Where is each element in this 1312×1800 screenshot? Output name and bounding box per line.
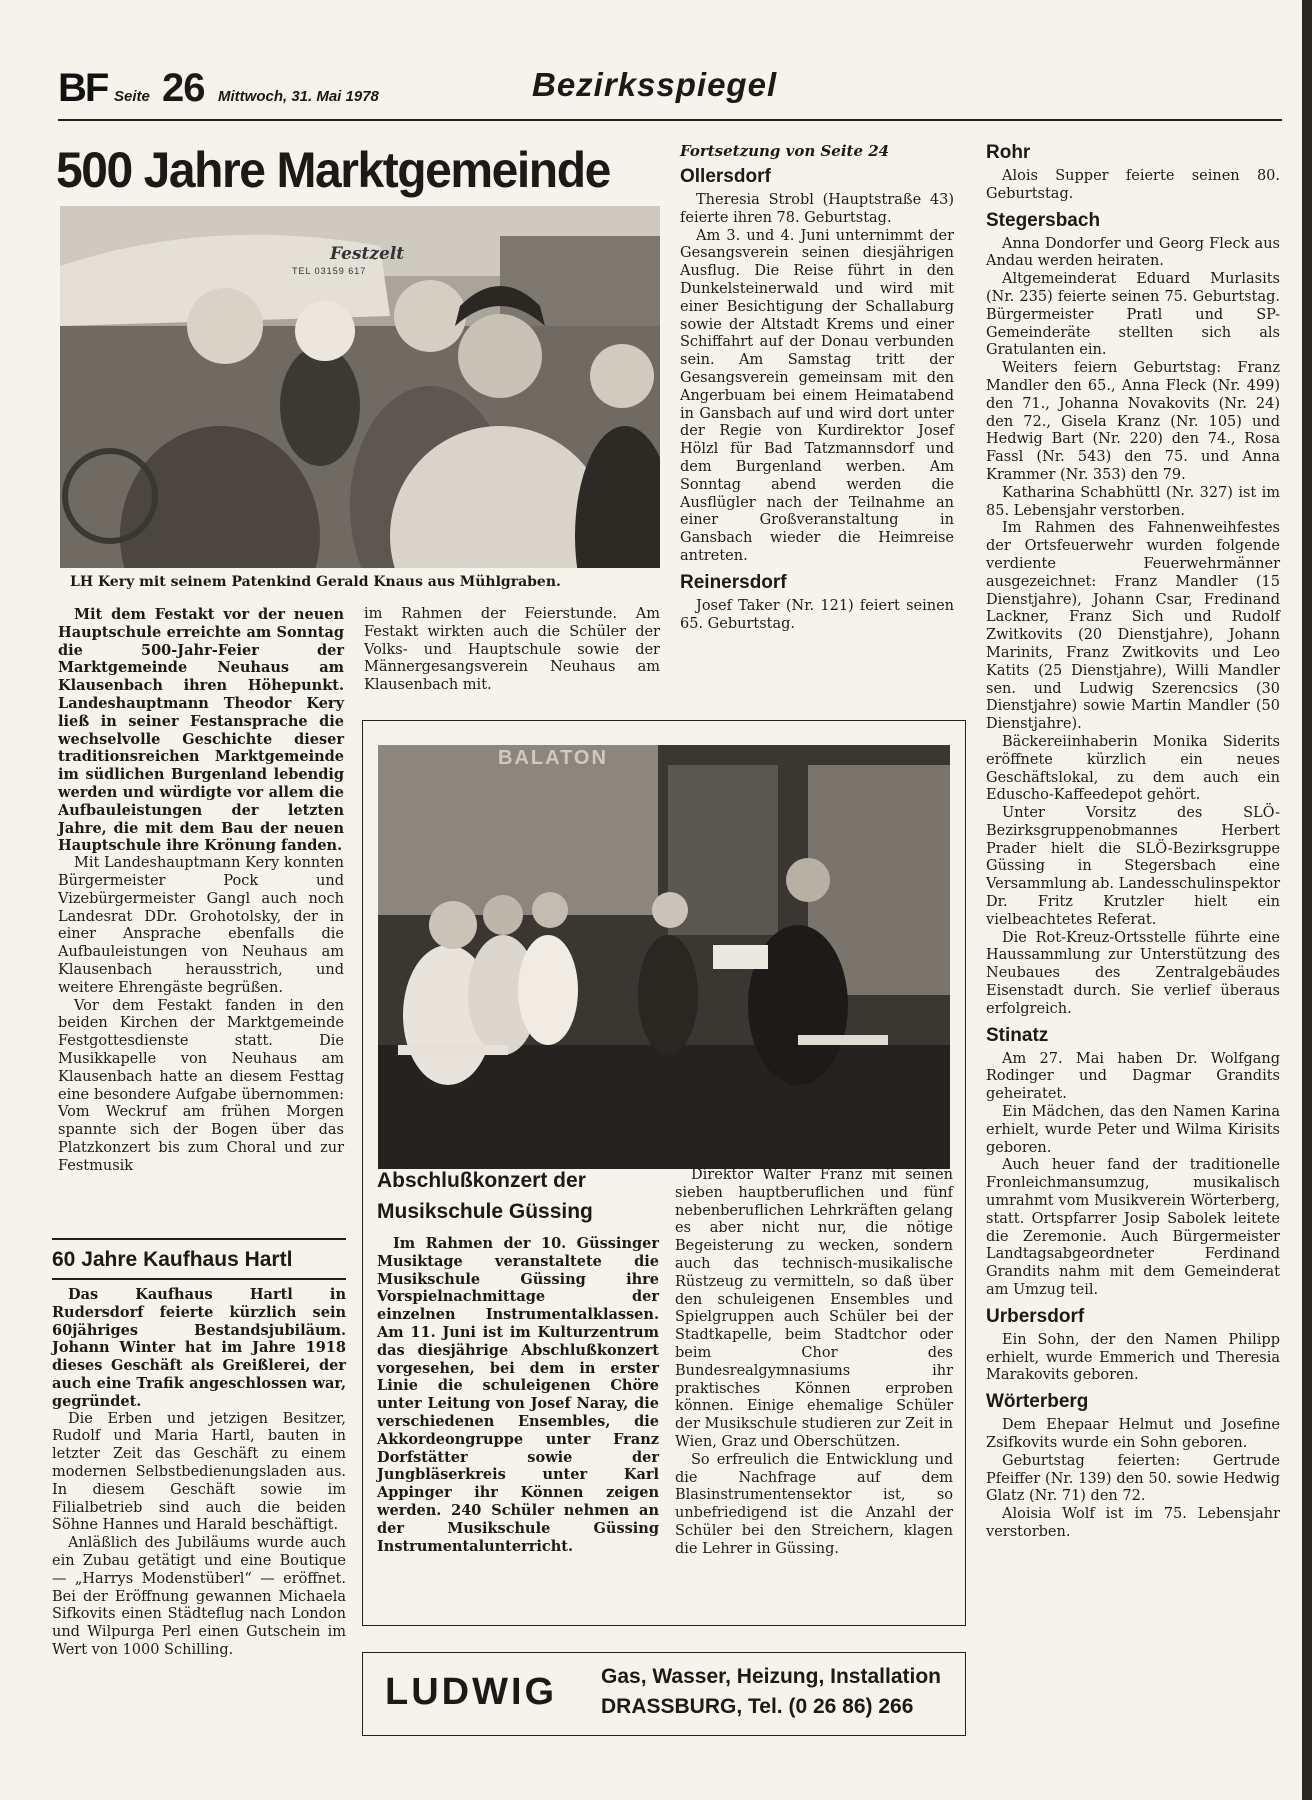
stegersbach-paragraph-5: Im Rahmen des Fahnenweihfestes der Ortsfeuerwehr wurden folgende verdiente Feuerwehrmänner ausgezeichnet: Franz Mandler (15 Dienstjahre), Johann Csar, Fredinand Lackner, Franz Sich und Rudolf Zwitkovits (20 Dienstjahre), Johann Marinits, Franz Zwitkovits und Leo Katits (25 Dienstjahre), Willi Mandler sen. und Ludwig Szerencsics (30 Dienstjahre) sowie Martin Mandler (50 Dienstjahre).: [986, 520, 1280, 733]
ad-line-1: Gas, Wasser, Heizung, Installation: [601, 1665, 941, 1688]
section-heading-ollersdorf: Ollersdorf: [680, 166, 771, 187]
woerterberg-paragraph-1: Dem Ehepaar Helmut und Josefine Zsifkovits wurde ein Sohn geboren.: [986, 1417, 1280, 1451]
woerterberg-paragraph-2: Geburtstag feierten: Gertrude Pfeiffer (Nr. 139) den 50. sowie Hedwig Glatz (Nr. 71) den 72.: [986, 1452, 1280, 1505]
music-school-photo: [378, 745, 950, 1169]
stegersbach-paragraph-2: Altgemeinderat Eduard Murlasits (Nr. 235) feierte seinen 75. Geburtstag. Bürgermeister Pratl und SP-Gemeinderäte stellten sich als Gratulanten ein.: [986, 271, 1280, 359]
lead-paragraph-2: Mit Landeshauptmann Kery konnten Bürgermeister Pock und Vizebürgermeister Gangl auch noch Landesrat DDr. Grohotolsky, der in einer Ansprache ebenfalls die Aufbauleistungen von Neuhaus am Klausenbach herausstrich, und weitere Ehrengäste begrüßen.: [58, 855, 344, 996]
kaufhaus-paragraph-2: Die Erben und jetzigen Besitzer, Rudolf und Maria Hartl, bauten in letzter Zeit das Geschäft zu einem modernen Selbstbedienungsladen aus. In diesem Geschäft sowie im Filialbetrieb sind auch die beiden Söhne Hannes und Harald beschäftigt.: [52, 1410, 346, 1534]
music-paragraph-3: So erfreulich die Entwicklung und die Nachfrage auf dem Blasinstrumentensektor ist, so unbefriedigend ist die Anzahl der Schüler bei den Streichern, klagen die Lehrer in Güssing.: [675, 1451, 953, 1557]
music-headline-line1: Abschlußkonzert der: [377, 1169, 586, 1192]
section-title: Bezirksspiegel: [532, 66, 778, 103]
stinatz-paragraph-2: Ein Mädchen, das den Namen Karina erhielt, wurde Peter und Wilma Kirisits geboren.: [986, 1104, 1280, 1156]
lead-article-col2: [364, 606, 660, 695]
ad-brand: LUDWIG: [385, 1671, 558, 1713]
music-lead: Im Rahmen der 10. Güssinger Musiktage veranstaltete die Musikschule Güssing ihre Vorspielnachmittage der einzelnen Instrumentalklassen. Am 11. Juni ist im Kulturzentrum das diesjährige Abschlußkonzert vorgesehen, bei dem in erster Linie die schuleigenen Chöre unter Leitung von Josef Naray, die verschiedenen Ensembles, die Akkordeongruppe unter Franz Dorfstätter sowie der Jungbläserkreis unter Karl Appinger ihr Können zeigen werden. 240 Schüler nehmen an der Musikschule Güssing Instrumentalunterricht.: [377, 1235, 659, 1555]
ollersdorf-paragraph-2: Am 3. und 4. Juni unternimmt der Gesangsverein seinen diesjährigen Ausflug. Die Reise führt in den Dunkelsteinerwald und wird mit einer Besichtigung der Schallaburg sowie der Altstadt Krems und einer Schiffahrt auf der Donau verbunden sein. Am Samstag tritt der Gesangsverein gemeinsam mit den Angerbuam bei einem Heimatabend in Gansbach auf und wird dort unter der Regie von Kurdirektor Josef Hölzl für Bad Tatzmannsdorf und dem Burgenland werben. Am Sonntag abend werden die Ausflügler nach der Teilnahme an einer Großveranstaltung in Gansbach wieder die Heimreise antreten.: [680, 227, 954, 564]
ollersdorf-paragraph-1: Theresia Strobl (Hauptstraße 43) feierte ihren 78. Geburtstag.: [680, 192, 954, 226]
kaufhaus-headline: 60 Jahre Kaufhaus Hartl: [52, 1248, 293, 1271]
students-playing-instruments-illustration: [378, 745, 950, 1169]
ad-line-2: DRASSBURG, Tel. (0 26 86) 266: [601, 1695, 914, 1718]
kaufhaus-rule-bottom: [52, 1278, 346, 1280]
reinersdorf-paragraph-1: Josef Taker (Nr. 121) feiert seinen 65. Geburtstag.: [680, 597, 954, 632]
section-heading-stinatz: Stinatz: [986, 1024, 1049, 1046]
kaufhaus-article: [52, 1238, 346, 1660]
stegersbach-paragraph-4: Katharina Schabhüttl (Nr. 327) ist im 85. Lebensjahr verstorben.: [986, 484, 1280, 519]
music-school-box: [362, 720, 966, 1626]
lead-paragraph: Mit dem Festakt vor der neuen Hauptschule erreichte am Sonntag die 500-Jahr-Feier der Marktgemeinde Neuhaus am Klausenbach ihren Höhepunkt. Landeshauptmann Theodor Kery ließ in seiner Festansprache die wechselvolle Geschichte dieser traditionsreichen Marktgemeinde im südlichen Burgenland lebendig werden und würdigte vor allem die Aufbauleistungen der letzten Jahre, die mit dem Bau der neuen Hauptschule ihre Krönung fanden.: [58, 606, 344, 855]
seite-label: Seite: [114, 88, 150, 105]
stegersbach-paragraph-7: Unter Vorsitz des SLÖ-Bezirksgruppenobmannes Herbert Prader hielt die SLÖ-Bezirksgruppe Güssing in Stegersbach eine Versammlung ab. Landesschulinspektor Dr. Fritz Krutzler hielt ein vielbeachtetes Referat.: [986, 805, 1280, 928]
lead-continuation: im Rahmen der Feierstunde. Am Festakt wirkten auch die Schüler der Volks- und Hauptschule sowie der Männergesangsverein Neuhaus am Klausenbach mit.: [364, 606, 660, 694]
scan-edge: [1302, 0, 1312, 1800]
kaufhaus-lead: Das Kaufhaus Hartl in Rudersdorf feierte kürzlich sein 60jähriges Bestandsjubiläum. Johann Winter hat im Jahre 1918 dieses Geschäft als Greißlerei, der auch eine Trafik angeschlossen war, gegründet.: [52, 1286, 346, 1410]
section-heading-reinersdorf: Reinersdorf: [680, 571, 787, 593]
photo-wall-sign: BALATON: [498, 747, 608, 769]
music-headline-line2: Musikschule Güssing: [377, 1200, 593, 1223]
section-heading-stegersbach: Stegersbach: [986, 209, 1101, 231]
woerterberg-paragraph-3: Aloisia Wolf ist im 75. Lebensjahr verstorben.: [986, 1506, 1280, 1540]
music-col2: [675, 1167, 953, 1559]
lead-photo: [60, 206, 660, 568]
stegersbach-paragraph-8: Die Rot-Kreuz-Ortsstelle führte eine Haussammlung zur Unterstützung des Neubaues des Zentralgebäudes Eisenstadt durch. Sie verlief überaus erfolgreich.: [986, 929, 1280, 1017]
music-headline: [377, 1165, 667, 1227]
stinatz-paragraph-1: Am 27. Mai haben Dr. Wolfgang Rodinger und Dagmar Grandits geheiratet.: [986, 1050, 1280, 1103]
music-col1: [377, 1235, 659, 1555]
kaufhaus-rule-top: [52, 1238, 346, 1240]
issue-date: Mittwoch, 31. Mai 1978: [218, 88, 379, 105]
urbersdorf-paragraph-1: Ein Sohn, der den Namen Philipp erhielt, wurde Emmerich und Theresia Marakovits geboren.: [986, 1331, 1280, 1384]
section-heading-woerterberg: Wörterberg: [986, 1391, 1089, 1413]
kaufhaus-paragraph-3: Anläßlich des Jubiläums wurde auch ein Zubau getätigt und eine Boutique — „Harrys Modenstüberl“ — eröffnet. Bei der Eröffnung gewannen Michaela Sifkovits einen Städteflug nach London und Wilpurga Perl einen Gutschein im Wert von 1000 Schilling.: [52, 1535, 346, 1658]
stegersbach-paragraph-3: Weiters feiern Geburtstag: Franz Mandler den 65., Anna Fleck (Nr. 499) den 71., Johanna Novakovits (Nr. 24) den 72., Gisela Kranz (Nr. 105) und Hedwig Bart (Nr. 220) den 74., Rosa Fassl (Nr. 543) den 75. und Anna Krammer (Nr. 353) den 79.: [986, 360, 1280, 483]
right-column: [986, 142, 1280, 1542]
page-header: [58, 64, 1282, 122]
lead-photo-caption: LH Kery mit seinem Patenkind Gerald Knaus aus Mühlgraben.: [70, 574, 561, 590]
music-paragraph-2: Direktor Walter Franz mit seinen sieben hauptberuflichen und fünf nebenberuflichen Lehrkräften gelang es aber nicht nur, die nötige Begeisterung zu wecken, sondern auch das technisch-musikalische Rüstzeug zu vermitteln, so daß über den schuleigenen Ensembles und Spielgruppen auch Schüler bei der Stadtkapelle, beim Stadtchor oder beim Chor des Bundesrealgymnasiums ihr praktisches Können erproben können. Einige ehemalige Schüler der Musikschule studieren zur Zeit in Wien, Graz und Oberschützen.: [675, 1167, 953, 1450]
lead-article-col1: [58, 606, 344, 1176]
stinatz-paragraph-3: Auch heuer fand der traditionelle Fronleichmansumzug, musikalisch umrahmt vom Musikverein Wörterberg, statt. Ortspfarrer Josip Sabolek leitete die Zeremonie. Auch Bürgermeister Landtagsabgeordneter Ferdinand Grandits nahm mit dem Gemeinderat am Umzug teil.: [986, 1157, 1280, 1299]
stegersbach-paragraph-1: Anna Dondorfer und Georg Fleck aus Andau werden heiraten.: [986, 235, 1280, 270]
section-heading-rohr: Rohr: [986, 142, 1031, 163]
ludwig-ad: [362, 1652, 966, 1736]
stegersbach-paragraph-6: Bäckereiinhaberin Monika Siderits eröffnete kürzlich ein neues Geschäftslokal, zu dem auch ein Eduscho-Kaffeedepot gehört.: [986, 733, 1280, 804]
header-rule: [58, 119, 1282, 121]
lead-paragraph-3: Vor dem Festakt fanden in den beiden Kirchen der Marktgemeinde Festgottesdienste statt. Die Musikkapelle von Neuhaus am Klausenbach hatte an diesem Festtag eine besondere Aufgabe übernommen: Vom Weckruf am frühen Morgen spannte sich der Bogen über das Platzkonzert bis zum Choral und zur Festmusik: [58, 997, 344, 1174]
page-number: 26: [162, 66, 205, 110]
rohr-paragraph-1: Alois Supper feierte seinen 80. Geburtstag.: [986, 168, 1280, 202]
photo-banner-text: Festzelt: [330, 244, 405, 264]
lead-headline: 500 Jahre Marktgemeinde: [56, 142, 610, 198]
photo-sign-small: TEL 03159 617: [292, 266, 367, 276]
newspaper-logo: BF: [58, 66, 108, 110]
middle-column: [680, 142, 954, 633]
section-heading-urbersdorf: Urbersdorf: [986, 1305, 1085, 1327]
continued-from: Fortsetzung von Seite 24: [680, 142, 890, 160]
